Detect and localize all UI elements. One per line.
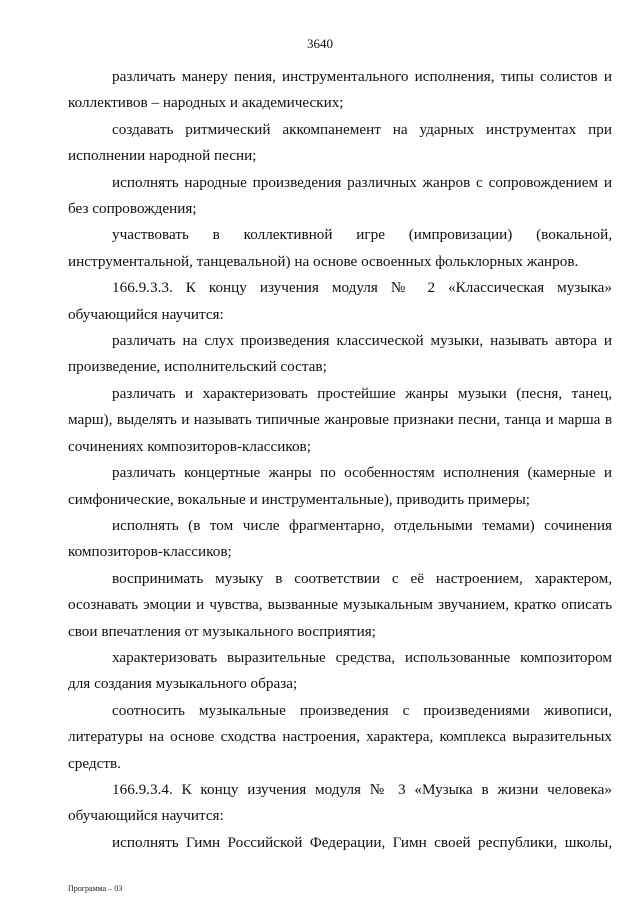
footer-label: Программа – 03	[68, 884, 123, 893]
section-heading-paragraph: 166.9.3.4. К концу изучения модуля № 3 «Музыка в жизни человека» обучающийся научится:	[68, 780, 612, 825]
paragraph: исполнять Гимн Российской Федерации, Гимн своей республики, школы,	[112, 833, 612, 851]
section-heading-paragraph: 166.9.3.3. К концу изучения модуля № 2 «Классическая музыка» обучающийся научится:	[68, 279, 612, 323]
paragraph: соотносить музыкальные произведения с произведениями живописи, литературы на основе сходства настроения, характера, комплекса выразительных средств.	[68, 701, 612, 772]
paragraph: воспринимать музыку в соответствии с её настроением, характером, осознавать эмоции и чувства, вызванные музыкальным звучанием, кратко описать свои впечатления от музыкального восприятия;	[68, 569, 612, 640]
paragraph: различать концертные жанры по особенностям исполнения (камерные и симфонические, вокальные и инструментальные), приводить примеры;	[68, 464, 612, 508]
paragraph: различать и характеризовать простейшие жанры музыки (песня, танец, марш), выделять и называть типичные жанровые признаки песни, танца и марша в сочинениях композиторов-классиков;	[68, 384, 612, 455]
paragraph: различать на слух произведения классической музыки, называть автора и произведение, исполнительский состав;	[68, 332, 612, 376]
paragraph: участвовать в коллективной игре (импровизации) (вокальной, инструментальной, танцевальной) на основе освоенных фольклорных жанров.	[68, 226, 612, 270]
paragraph: исполнять (в том числе фрагментарно, отдельными темами) сочинения композиторов-классиков;	[68, 516, 612, 561]
paragraph: создавать ритмический аккомпанемент на ударных инструментах при исполнении народной песни;	[68, 120, 612, 165]
paragraph: различать манеру пения, инструментального исполнения, типы солистов и коллективов – народных и академических;	[68, 68, 612, 112]
paragraph: характеризовать выразительные средства, использованные композитором для создания музыкального образа;	[68, 648, 612, 693]
document-body	[68, 64, 612, 856]
paragraph: исполнять народные произведения различных жанров с сопровождением и без сопровождения;	[68, 173, 612, 218]
page-number: 3640	[307, 36, 333, 51]
